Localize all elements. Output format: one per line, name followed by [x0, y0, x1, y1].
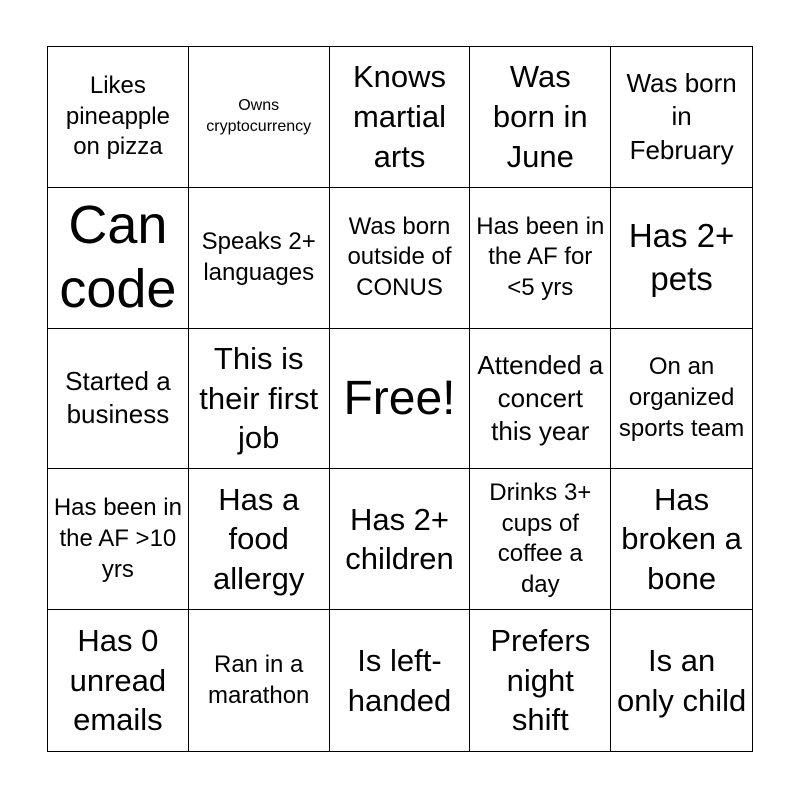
bingo-cell[interactable]	[189, 188, 330, 329]
cell-label: Has 2+ children	[345, 501, 454, 577]
bingo-cell[interactable]	[611, 47, 752, 188]
cell-label: Was born in June	[492, 59, 588, 174]
bingo-cell[interactable]	[189, 329, 330, 470]
cell-label: Knows martial arts	[352, 59, 447, 174]
cell-label: Attended a concert this year	[477, 349, 604, 447]
cell-label: Likes pineapple on pizza	[65, 71, 170, 161]
bingo-cell[interactable]	[48, 329, 189, 470]
bingo-cell[interactable]	[470, 188, 611, 329]
cell-label: Started a business	[65, 366, 171, 430]
bingo-cell[interactable]	[189, 47, 330, 188]
bingo-cell[interactable]	[330, 47, 471, 188]
bingo-cell[interactable]	[48, 469, 189, 610]
cell-label: Is left-handed	[347, 642, 452, 718]
cell-label: On an organized sports team	[618, 353, 745, 442]
free-space-cell[interactable]	[330, 329, 471, 470]
bingo-cell[interactable]	[330, 469, 471, 610]
cell-label: Speaks 2+ languages	[201, 227, 316, 286]
cell-label: Has broken a bone	[621, 481, 742, 597]
bingo-board	[47, 46, 753, 752]
cell-label: Can code	[59, 194, 177, 319]
bingo-cell[interactable]	[330, 610, 471, 751]
cell-label: Is an only child	[616, 642, 747, 718]
bingo-cell[interactable]	[470, 469, 611, 610]
bingo-cell[interactable]	[189, 469, 330, 610]
bingo-cell[interactable]	[48, 47, 189, 188]
cell-label: Has 0 unread emails	[69, 623, 167, 738]
bingo-cell[interactable]	[330, 188, 471, 329]
cell-label: This is their first job	[199, 340, 319, 456]
cell-label: Was born in February	[626, 68, 737, 165]
bingo-cell[interactable]	[611, 329, 752, 470]
bingo-cell[interactable]	[611, 188, 752, 329]
cell-label: Drinks 3+ cups of coffee a day	[489, 478, 592, 598]
cell-label: Has 2+ pets	[628, 217, 735, 297]
bingo-cell[interactable]	[611, 469, 752, 610]
cell-label: Was born outside of CONUS	[347, 212, 452, 302]
cell-label: Has been in the AF for <5 yrs	[476, 212, 605, 302]
cell-label: Ran in a marathon	[208, 650, 310, 709]
bingo-cell[interactable]	[470, 329, 611, 470]
bingo-cell[interactable]	[470, 610, 611, 751]
bingo-cell[interactable]	[470, 47, 611, 188]
bingo-cell[interactable]	[48, 188, 189, 329]
cell-label: Prefers night shift	[490, 623, 591, 738]
free-space-label: Free!	[343, 371, 456, 425]
bingo-cell[interactable]	[48, 610, 189, 751]
cell-label: Has been in the AF >10 yrs	[53, 494, 182, 583]
cell-label: Owns cryptocurrency	[206, 97, 312, 135]
bingo-cell[interactable]	[611, 610, 752, 751]
bingo-cell[interactable]	[189, 610, 330, 751]
cell-label: Has a food allergy	[213, 481, 305, 597]
